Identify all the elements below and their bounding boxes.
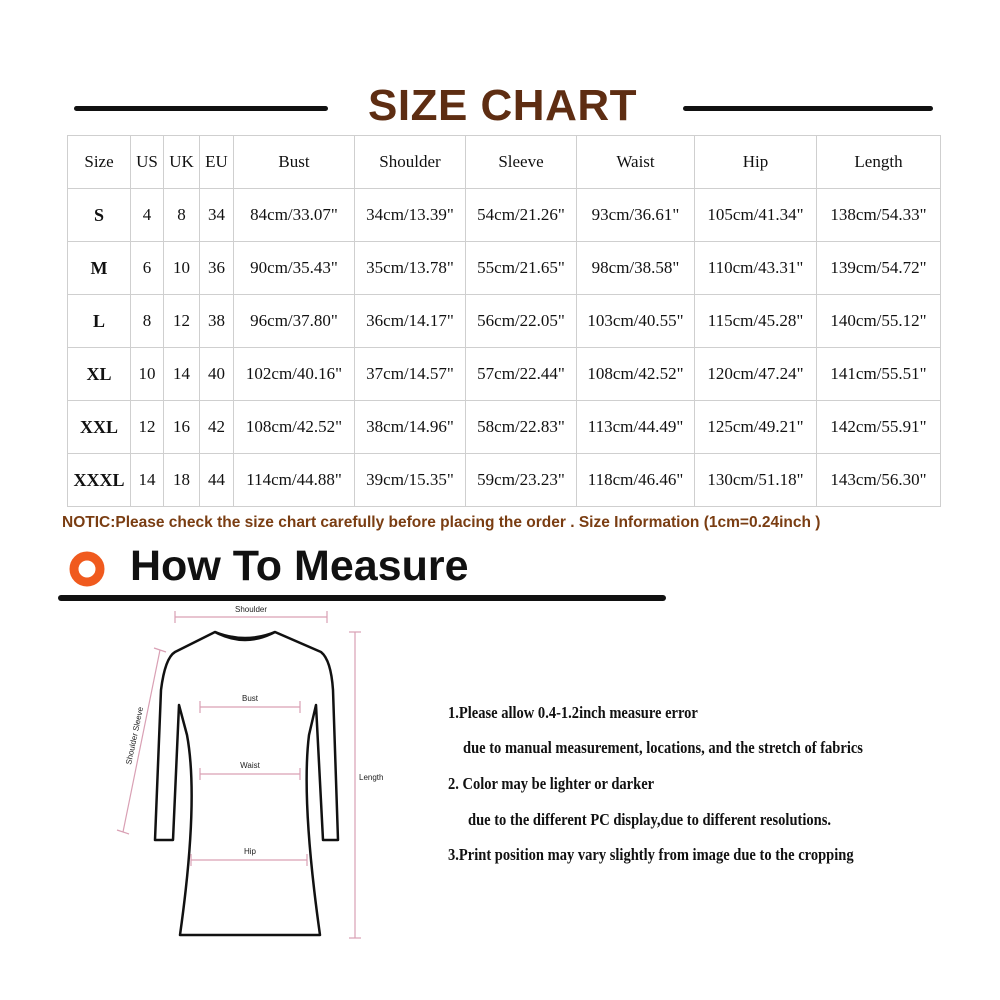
table-row [68,295,941,348]
length-cell: 142cm/55.91" [817,401,941,454]
size-cell: M [68,242,131,295]
length-cell: 138cm/54.33" [817,189,941,242]
us-cell: 8 [131,295,164,348]
waist-cell: 103cm/40.55" [577,295,695,348]
length-cell: 143cm/56.30" [817,454,941,507]
waist-cell: 98cm/38.58" [577,242,695,295]
length-cell: 139cm/54.72" [817,242,941,295]
measure-heading: How To Measure [130,542,469,590]
waist-cell: 113cm/44.49" [577,401,695,454]
hip-label: Hip [243,847,257,856]
measure-lines [117,611,361,938]
size-cell: XL [68,348,131,401]
header-shoulder: Shoulder [355,136,466,189]
shoulder-cell: 36cm/14.17" [355,295,466,348]
header-hip: Hip [695,136,817,189]
us-cell: 14 [131,454,164,507]
waist-label: Waist [240,761,260,770]
shoulder-cell: 38cm/14.96" [355,401,466,454]
header-length: Length [817,136,941,189]
us-cell: 6 [131,242,164,295]
size-notice: NOTIC:Please check the size chart carefully before placing the order . Size Information (1cm=0.24inch ) [62,514,821,531]
eu-cell: 40 [200,348,234,401]
table-row [68,348,941,401]
header-sleeve: Sleeve [466,136,577,189]
eu-cell: 36 [200,242,234,295]
size-cell: XXL [68,401,131,454]
note-line-1: 1.Please allow 0.4-1.2inch measure error [448,703,698,722]
header-size: Size [68,136,131,189]
length-cell: 140cm/55.12" [817,295,941,348]
eu-cell: 34 [200,189,234,242]
hip-cell: 120cm/47.24" [695,348,817,401]
dress-measure-diagram [95,600,395,950]
hip-cell: 125cm/49.21" [695,401,817,454]
note-line-2: due to manual measurement, locations, and the stretch of fabrics [463,738,863,757]
uk-cell: 12 [164,295,200,348]
bust-cell: 96cm/37.80" [234,295,355,348]
shoulder-cell: 35cm/13.78" [355,242,466,295]
eu-cell: 38 [200,295,234,348]
uk-cell: 18 [164,454,200,507]
shoulder-label: Shoulder [234,605,268,614]
title-line-left [74,106,328,111]
table-row [68,454,941,507]
size-chart-table [67,135,941,507]
uk-cell: 16 [164,401,200,454]
header-eu: EU [200,136,234,189]
orange-ring-bullet-icon [68,550,106,588]
header-bust: Bust [234,136,355,189]
size-cell: S [68,189,131,242]
us-cell: 10 [131,348,164,401]
bust-cell: 84cm/33.07" [234,189,355,242]
waist-cell: 118cm/46.46" [577,454,695,507]
bust-cell: 114cm/44.88" [234,454,355,507]
bust-cell: 102cm/40.16" [234,348,355,401]
note-line-3: 2. Color may be lighter or darker [448,774,655,793]
bust-label: Bust [241,694,259,703]
eu-cell: 42 [200,401,234,454]
eu-cell: 44 [200,454,234,507]
us-cell: 4 [131,189,164,242]
shoulder-cell: 34cm/13.39" [355,189,466,242]
shoulder-cell: 37cm/14.57" [355,348,466,401]
hip-cell: 110cm/43.31" [695,242,817,295]
table-row [68,401,941,454]
sleeve-cell: 56cm/22.05" [466,295,577,348]
shoulder-cell: 39cm/15.35" [355,454,466,507]
sleeve-cell: 54cm/21.26" [466,189,577,242]
note-line-5: 3.Print position may vary slightly from image due to the cropping [448,845,854,864]
size-cell: XXXL [68,454,131,507]
sleeve-cell: 55cm/21.65" [466,242,577,295]
note-line-4: due to the different PC display,due to different resolutions. [468,810,832,829]
bust-cell: 108cm/42.52" [234,401,355,454]
hip-cell: 115cm/45.28" [695,295,817,348]
uk-cell: 8 [164,189,200,242]
hip-cell: 105cm/41.34" [695,189,817,242]
header-waist: Waist [577,136,695,189]
header-uk: UK [164,136,200,189]
sleeve-cell: 57cm/22.44" [466,348,577,401]
page-title: SIZE CHART [368,81,637,130]
sleeve-cell: 58cm/22.83" [466,401,577,454]
title-line-right [683,106,933,111]
table-row [68,242,941,295]
sleeve-cell: 59cm/23.23" [466,454,577,507]
shoulder-sleeve-label: Shoulder Sleeve [124,706,146,766]
uk-cell: 14 [164,348,200,401]
us-cell: 12 [131,401,164,454]
hip-cell: 130cm/51.18" [695,454,817,507]
bust-cell: 90cm/35.43" [234,242,355,295]
size-cell: L [68,295,131,348]
length-label: Length [359,773,384,782]
waist-cell: 108cm/42.52" [577,348,695,401]
length-cell: 141cm/55.51" [817,348,941,401]
table-row [68,189,941,242]
waist-cell: 93cm/36.61" [577,189,695,242]
table-header-row [68,136,941,189]
dress-outline-icon [155,632,338,935]
header-us: US [131,136,164,189]
uk-cell: 10 [164,242,200,295]
